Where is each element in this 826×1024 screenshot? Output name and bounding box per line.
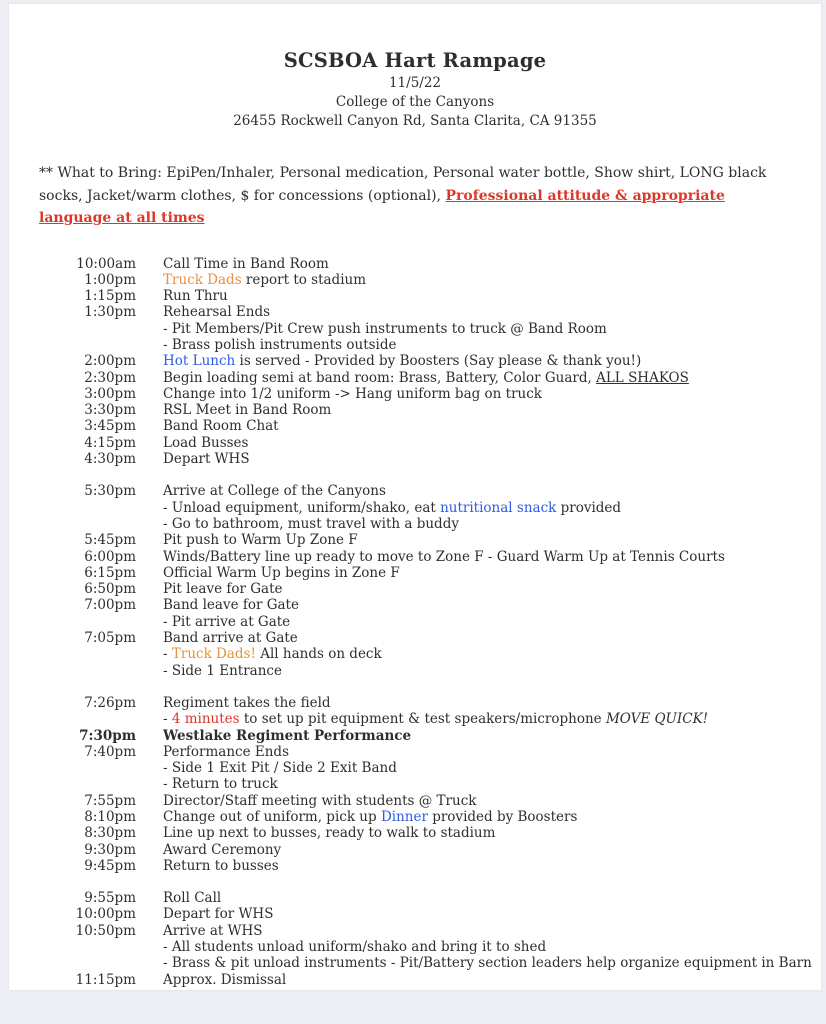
schedule-row: [9, 256, 821, 272]
schedule-time: 6:50pm: [84, 581, 136, 598]
schedule-subline: [163, 955, 821, 971]
schedule-line: [163, 842, 821, 858]
text-segment: - Pit Members/Pit Crew push instruments to truck @ Band Room: [163, 320, 607, 337]
schedule-line: [163, 353, 821, 369]
schedule-time: 1:15pm: [84, 288, 136, 305]
schedule-desc: [163, 565, 821, 581]
schedule-desc: [163, 451, 821, 467]
schedule-time: 6:00pm: [84, 548, 136, 565]
schedule-desc: [163, 353, 821, 369]
event-address: 26455 Rockwell Canyon Rd, Santa Clarita, CA 91355: [233, 113, 597, 129]
schedule-line: [163, 304, 821, 320]
schedule-line: [163, 809, 821, 825]
text-segment: Run Thru: [163, 288, 228, 305]
text-segment: is served - Provided by Boosters (Say please & thank you!): [235, 353, 642, 370]
schedule-desc: [163, 695, 821, 728]
schedule-subline: [163, 711, 821, 727]
schedule-row: [9, 809, 821, 825]
text-segment: Hot Lunch: [163, 353, 236, 370]
text-segment: nutritional snack: [440, 499, 557, 516]
schedule-time: 9:30pm: [84, 841, 136, 858]
text-segment: -: [163, 711, 172, 728]
text-segment: - Side 1 Entrance: [163, 662, 282, 679]
schedule-time: 8:10pm: [84, 809, 136, 825]
text-segment: - Unload equipment, uniform/shako, eat: [163, 499, 441, 516]
schedule-line: [163, 972, 821, 988]
schedule-desc: [163, 418, 821, 434]
schedule-row: [9, 402, 821, 418]
schedule-time: 3:00pm: [84, 385, 136, 402]
schedule-desc: [163, 288, 821, 304]
text-segment: Pit push to Warm Up Zone F: [163, 532, 358, 549]
schedule-row: [9, 549, 821, 565]
schedule-desc: [163, 842, 821, 858]
schedule-row: [9, 972, 821, 988]
text-segment: Director/Staff meeting with students @ Truck: [163, 792, 477, 809]
schedule-row: [9, 532, 821, 548]
schedule-time: 1:00pm: [84, 271, 136, 288]
schedule: [9, 256, 821, 988]
schedule-time: 11:15pm: [75, 971, 136, 988]
schedule-line: [163, 288, 821, 304]
text-segment: Band arrive at Gate: [163, 630, 298, 647]
schedule-time: 4:30pm: [84, 451, 136, 468]
schedule-line: [163, 386, 821, 402]
schedule-desc: [163, 890, 821, 906]
schedule-row: [9, 288, 821, 304]
schedule-row: [9, 370, 821, 386]
schedule-time: 10:00pm: [75, 906, 136, 923]
schedule-line: [163, 549, 821, 565]
schedule-time: 6:15pm: [84, 564, 136, 581]
schedule-row: [9, 906, 821, 922]
schedule-desc: [163, 825, 821, 841]
schedule-subline: [163, 663, 821, 679]
what-to-bring-highlight: Professional attitude & appropriate language at all times: [39, 187, 725, 226]
schedule-row: [9, 793, 821, 809]
text-segment: Regiment takes the field: [163, 694, 331, 711]
schedule-line: [163, 402, 821, 418]
schedule-time: 2:30pm: [84, 369, 136, 386]
schedule-line: [163, 695, 821, 711]
text-segment: Arrive at WHS: [163, 922, 263, 939]
schedule-time: 10:50pm: [75, 922, 136, 939]
schedule-row: [9, 923, 821, 972]
schedule-subline: [163, 939, 821, 955]
schedule-desc: [163, 923, 821, 972]
schedule-row: [9, 890, 821, 906]
schedule-subline: [163, 337, 821, 353]
schedule-row: [9, 418, 821, 434]
text-segment: Band Room Chat: [163, 418, 279, 435]
text-segment: provided by Boosters: [427, 809, 578, 825]
schedule-subline: [163, 776, 821, 792]
schedule-desc: [163, 793, 821, 809]
schedule-line: [163, 451, 821, 467]
schedule-row: [9, 597, 821, 630]
schedule-row: [9, 386, 821, 402]
event-date: 11/5/22: [388, 75, 442, 91]
text-segment: Rehearsal Ends: [163, 304, 271, 321]
text-segment: Begin loading semi at band room: Brass, Battery, Color Guard,: [163, 369, 597, 386]
schedule-row: [9, 858, 821, 874]
schedule-line: [163, 890, 821, 906]
text-segment: ALL SHAKOS: [596, 369, 689, 386]
schedule-desc: [163, 549, 821, 565]
text-segment: - Go to bathroom, must travel with a buddy: [163, 515, 459, 532]
text-segment: Call Time in Band Room: [163, 255, 329, 272]
schedule-desc: [163, 272, 821, 288]
schedule-time: 3:30pm: [84, 402, 136, 419]
schedule-line: [163, 906, 821, 922]
schedule-desc: [163, 581, 821, 597]
schedule-time: 5:45pm: [84, 532, 136, 549]
schedule-time: 7:55pm: [84, 792, 136, 809]
schedule-line: [163, 435, 821, 451]
schedule-desc: [163, 728, 821, 744]
text-segment: Band leave for Gate: [163, 597, 299, 614]
schedule-time: 9:55pm: [84, 890, 136, 907]
schedule-time: 1:30pm: [84, 304, 136, 321]
page-title: SCSBOA Hart Rampage: [283, 49, 547, 72]
schedule-line: [163, 272, 821, 288]
text-segment: Change into 1/2 uniform -> Hang uniform bag on truck: [163, 385, 542, 402]
schedule-desc: [163, 532, 821, 548]
schedule-row: [9, 451, 821, 467]
text-segment: Performance Ends: [163, 743, 290, 760]
schedule-row: [9, 304, 821, 353]
schedule-row: [9, 825, 821, 841]
schedule-subline: [163, 321, 821, 337]
text-segment: Official Warm Up begins in Zone F: [163, 564, 400, 581]
schedule-desc: [163, 435, 821, 451]
text-segment: MOVE QUICK!: [605, 711, 709, 728]
event-venue: College of the Canyons: [335, 94, 495, 110]
schedule-time: 7:05pm: [84, 630, 136, 647]
text-segment: Westlake Regiment Performance: [163, 727, 412, 744]
text-segment: Award Ceremony: [163, 841, 282, 858]
text-segment: Arrive at College of the Canyons: [163, 483, 386, 500]
schedule-time: 7:40pm: [84, 743, 136, 760]
schedule-time: 3:45pm: [84, 418, 136, 435]
schedule-line: [163, 256, 821, 272]
text-segment: Load Busses: [163, 434, 249, 451]
text-segment: Roll Call: [163, 890, 222, 907]
schedule-line: [163, 744, 821, 760]
schedule-subline: [163, 500, 821, 516]
schedule-time: 10:00am: [76, 255, 136, 272]
schedule-subline: [163, 646, 821, 662]
schedule-line: [163, 825, 821, 841]
text-segment: -: [163, 646, 172, 663]
schedule-line: [163, 483, 821, 499]
schedule-line: [163, 581, 821, 597]
text-segment: - All students unload uniform/shako and bring it to shed: [163, 939, 547, 956]
schedule-desc: [163, 809, 821, 825]
text-segment: Pit leave for Gate: [163, 581, 283, 598]
schedule-time: 4:15pm: [84, 434, 136, 451]
schedule-desc: [163, 630, 821, 679]
schedule-row: [9, 744, 821, 793]
text-segment: - Brass polish instruments outside: [163, 336, 397, 353]
schedule-subline: [163, 760, 821, 776]
schedule-row: [9, 565, 821, 581]
schedule-line: [163, 532, 821, 548]
schedule-row: [9, 630, 821, 679]
text-segment: RSL Meet in Band Room: [163, 402, 332, 419]
schedule-desc: [163, 744, 821, 793]
text-segment: Depart for WHS: [163, 906, 274, 923]
schedule-subline: [163, 516, 821, 532]
schedule-time: 7:30pm: [79, 727, 136, 744]
text-segment: to set up pit equipment & test speakers/microphone: [239, 711, 606, 728]
schedule-desc: [163, 256, 821, 272]
text-segment: Dinner: [380, 809, 428, 825]
schedule-line: [163, 565, 821, 581]
schedule-time: 5:30pm: [84, 483, 136, 500]
schedule-time: 8:30pm: [84, 825, 136, 842]
text-segment: Truck Dads!: [171, 646, 256, 663]
text-segment: Line up next to busses, ready to walk to stadium: [163, 825, 496, 842]
schedule-desc: [163, 370, 821, 386]
text-segment: Return to busses: [163, 857, 279, 874]
schedule-row: [9, 353, 821, 369]
schedule-time: 2:00pm: [84, 353, 136, 370]
text-segment: - Pit arrive at Gate: [163, 613, 291, 630]
schedule-row: [9, 728, 821, 744]
text-segment: Winds/Battery line up ready to move to Zone F - Guard Warm Up at Tennis Courts: [163, 548, 725, 565]
document-page: [9, 4, 821, 990]
schedule-row: [9, 842, 821, 858]
document-header: [9, 4, 821, 131]
what-to-bring-text: ** What to Bring: EpiPen/Inhaler, Personal medication, Personal water bottle, Show shirt, LONG black socks, Jacket/warm clothes, $ for concessions (optional),: [39, 165, 767, 204]
schedule-row: [9, 695, 821, 728]
schedule-row: [9, 581, 821, 597]
text-segment: provided: [556, 499, 622, 516]
schedule-line: [163, 370, 821, 386]
text-segment: - Side 1 Exit Pit / Side 2 Exit Band: [163, 760, 397, 777]
text-segment: Approx. Dismissal: [163, 971, 287, 988]
schedule-time: 7:00pm: [84, 597, 136, 614]
text-segment: All hands on deck: [255, 646, 382, 663]
schedule-desc: [163, 483, 821, 532]
schedule-subline: [163, 614, 821, 630]
schedule-row: [9, 435, 821, 451]
schedule-desc: [163, 402, 821, 418]
text-segment: Truck Dads: [163, 271, 242, 288]
schedule-desc: [163, 972, 821, 988]
schedule-line: [163, 597, 821, 613]
text-segment: 4 minutes: [171, 711, 240, 728]
what-to-bring-paragraph: [39, 162, 793, 230]
schedule-time: 7:26pm: [84, 694, 136, 711]
schedule-line: [163, 923, 821, 939]
schedule-line: [163, 630, 821, 646]
schedule-row: [9, 272, 821, 288]
schedule-time: 9:45pm: [84, 857, 136, 874]
text-segment: Depart WHS: [163, 451, 250, 468]
schedule-line: [163, 418, 821, 434]
text-segment: - Brass & pit unload instruments - Pit/Battery section leaders help organize equipment in Barn: [163, 955, 812, 972]
schedule-desc: [163, 386, 821, 402]
schedule-desc: [163, 906, 821, 922]
schedule-desc: [163, 858, 821, 874]
schedule-line: [163, 858, 821, 874]
schedule-desc: [163, 304, 821, 353]
schedule-line: [163, 793, 821, 809]
text-segment: report to stadium: [241, 271, 367, 288]
schedule-desc: [163, 597, 821, 630]
schedule-row: [9, 483, 821, 532]
text-segment: Change out of uniform, pick up: [163, 809, 381, 825]
schedule-line: [163, 728, 821, 744]
text-segment: - Return to truck: [163, 776, 278, 793]
